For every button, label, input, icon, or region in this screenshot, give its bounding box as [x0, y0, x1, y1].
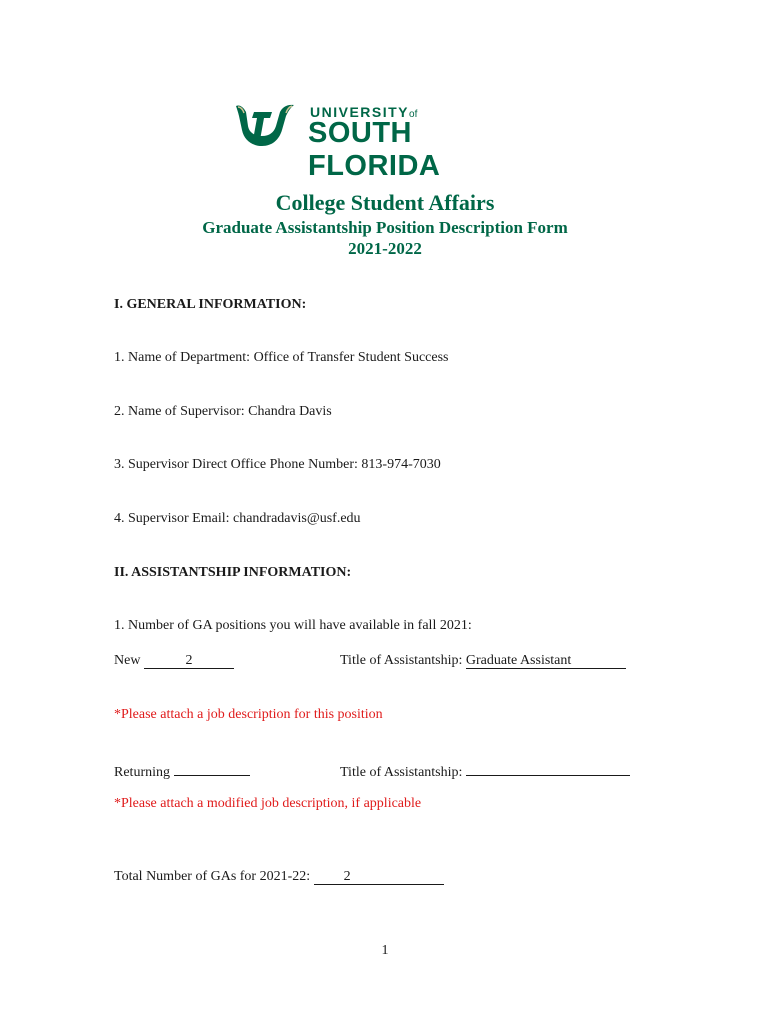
total-count-field[interactable] [314, 869, 444, 885]
new-title-field[interactable]: Graduate Assistant [466, 653, 626, 669]
returning-title-row [340, 760, 630, 781]
usf-logo [234, 100, 534, 182]
bull-horns-icon [234, 100, 298, 152]
logo-university-text: UNIVERSITYof [310, 104, 418, 120]
total-row [114, 869, 444, 885]
returning-attach-note: *Please attach a modified job description, if applicable [114, 796, 422, 811]
section-general-heading: I. GENERAL INFORMATION: [114, 297, 307, 312]
ga-positions-question: 1. Number of GA positions you will have available in fall 2021: [114, 618, 472, 633]
form-subtitle: Graduate Assistantship Position Description Form [202, 218, 568, 237]
supervisor-line: 2. Name of Supervisor: Chandra Davis [114, 404, 332, 419]
new-title-label: Title of Assistantship: [340, 653, 463, 668]
new-row [114, 653, 234, 669]
returning-title-field[interactable] [466, 760, 630, 776]
new-attach-note: *Please attach a job description for this position [114, 707, 383, 722]
new-count-field[interactable]: 2 [144, 653, 234, 669]
returning-count-field[interactable] [174, 760, 250, 776]
section-assistantship-heading: II. ASSISTANTSHIP INFORMATION: [114, 565, 352, 580]
returning-row [114, 760, 250, 781]
department-line: 1. Name of Department: Office of Transfer Student Success [114, 350, 449, 365]
returning-label: Returning [114, 765, 170, 780]
page-number: 1 [381, 943, 389, 958]
phone-line: 3. Supervisor Direct Office Phone Number: 813-974-7030 [114, 457, 441, 472]
total-label: Total Number of GAs for 2021-22: [114, 869, 311, 884]
returning-title-label: Title of Assistantship: [340, 765, 463, 780]
logo-south-florida-text: SOUTH FLORIDA [308, 117, 441, 182]
total-count-value: 2 [343, 869, 351, 884]
page-title: College Student Affairs [275, 190, 495, 215]
form-year: 2021-2022 [348, 239, 422, 258]
email-line: 4. Supervisor Email: chandradavis@usf.edu [114, 511, 361, 526]
new-label: New [114, 653, 141, 668]
new-title-row [340, 653, 626, 669]
